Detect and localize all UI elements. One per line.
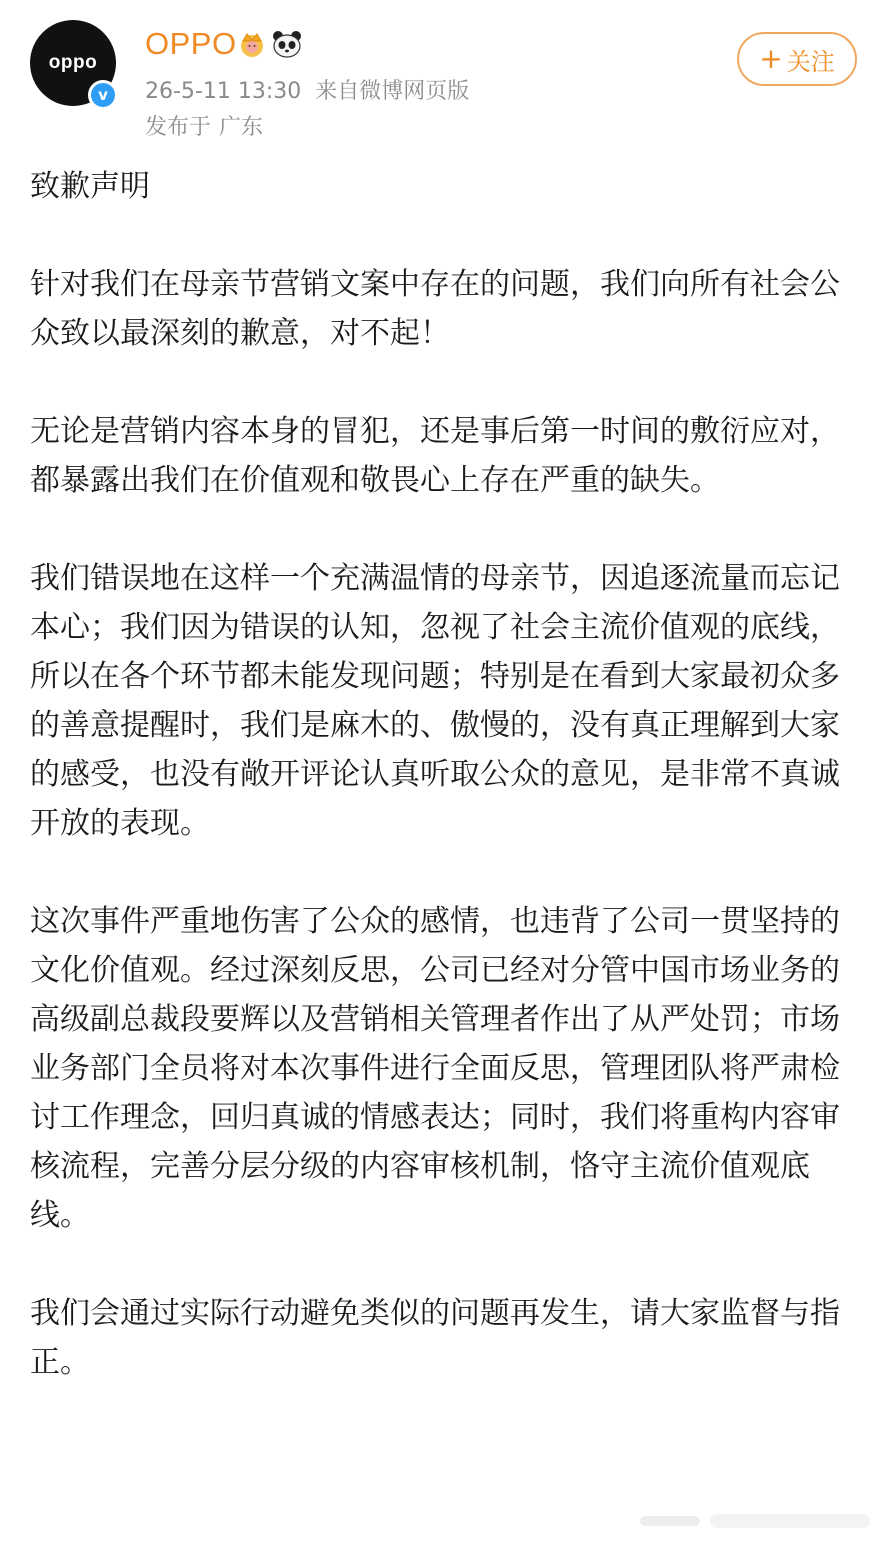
post-body [30,162,856,1436]
follow-label: 关注 [786,47,835,76]
post-title: 致歉声明 [30,169,150,204]
user-name[interactable]: OPPO [145,26,237,61]
plus-icon: + [759,42,783,75]
panda-badge-icon[interactable] [271,29,303,59]
verified-icon [88,80,118,110]
post-source: 来自微博网页版 [315,79,470,104]
post-paragraph: 针对我们在母亲节营销文案中存在的问题，我们向所有社会公众致以最深刻的歉意，对不起！ [30,267,840,351]
post-paragraph: 我们错误地在这样一个充满温情的母亲节，因追逐流量而忘记本心；我们因为错误的认知，忽视了社会主流价值观的底线，所以在各个环节都未能发现问题；特别是在看到大家最初众多的善意提醒时，我们是麻木的、傲慢的，没有真正理解到大家的感受，也没有敞开评论认真听取公众的意见，是非常不真诚开放的表现。 [30,561,840,841]
post-paragraph: 这次事件严重地伤害了公众的感情，也违背了公司一贯坚持的文化价值观。经过深刻反思，公司已经对分管中国市场业务的高级副总裁段要辉以及营销相关管理者作出了从严处罚；市场业务部门全员将对本次事件进行全面反思，管理团队将严肃检讨工作理念，回归真诚的情感表达；同时，我们将重构内容审核流程，完善分层分级的内容审核机制，恪守主流价值观底线。 [30,904,840,1233]
crown-badge-icon[interactable] [237,30,267,58]
post-location [145,110,263,141]
post-meta [145,74,469,105]
verified-mark: v [98,85,108,104]
oppo-logo: oppo [48,52,98,73]
post-timestamp[interactable]: 26-5-11 13:30 [145,79,302,104]
location-value: 广东 [219,115,264,140]
follow-button[interactable] [737,32,857,86]
location-label: 发布于 [145,115,212,140]
post-paragraph: 我们会通过实际行动避免类似的问题再发生，请大家监督与指正。 [30,1296,840,1380]
watermark [640,1510,880,1532]
post-paragraph: 无论是营销内容本身的冒犯，还是事后第一时间的敷衍应对，都暴露出我们在价值观和敬畏心上存在严重的缺失。 [30,414,840,498]
